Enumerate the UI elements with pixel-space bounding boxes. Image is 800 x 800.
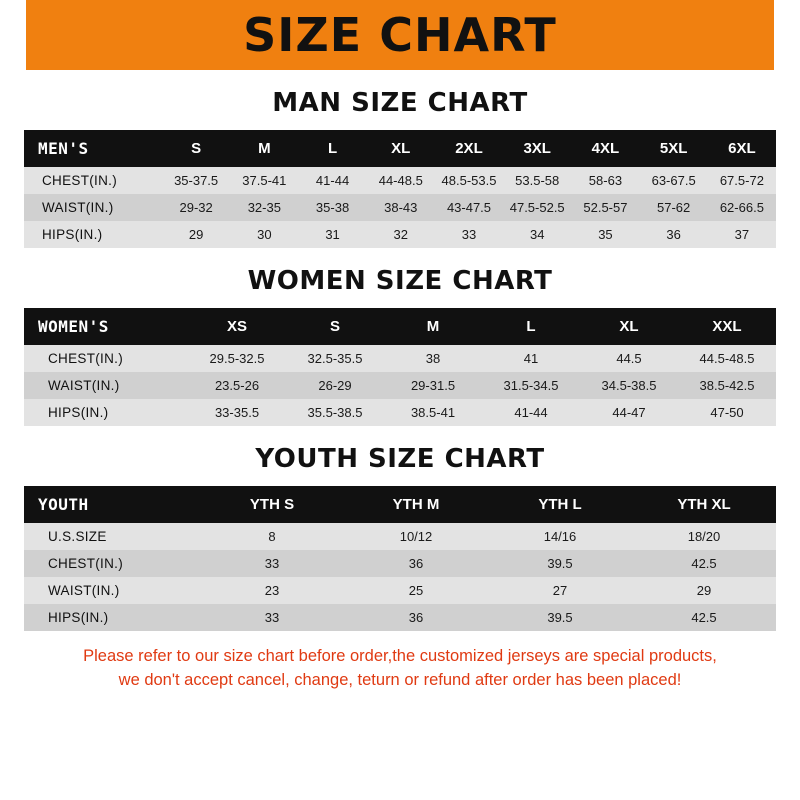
man-col-3: XL — [367, 130, 435, 167]
man-r2-c2: 31 — [298, 221, 366, 248]
youth-r1-c3: 42.5 — [632, 550, 776, 577]
women-section-title: WOMEN SIZE CHART — [247, 266, 553, 296]
youth-r3-c1: 36 — [344, 604, 488, 631]
table-header-row — [24, 486, 776, 523]
women-r1-c1: 26-29 — [286, 372, 384, 399]
women-header-label: WOMEN'S — [24, 308, 188, 345]
man-r2-c8: 37 — [708, 221, 776, 248]
youth-size-table — [24, 486, 776, 631]
man-r0-c0: 35-37.5 — [162, 167, 230, 194]
youth-header-label: YOUTH — [24, 486, 200, 523]
table-header-row — [24, 130, 776, 167]
man-r0-c1: 37.5-41 — [230, 167, 298, 194]
table-row — [24, 194, 776, 221]
youth-r0-c0: 8 — [200, 523, 344, 550]
man-col-6: 4XL — [571, 130, 639, 167]
women-r0-c3: 41 — [482, 345, 580, 372]
women-r1-c0: 23.5-26 — [188, 372, 286, 399]
man-r1-c5: 47.5-52.5 — [503, 194, 571, 221]
man-r1-c0: 29-32 — [162, 194, 230, 221]
man-header-label: MEN'S — [24, 130, 162, 167]
footer-line-1: Please refer to our size chart before order,the customized jerseys are special products, — [83, 647, 717, 665]
man-col-1: M — [230, 130, 298, 167]
man-col-5: 3XL — [503, 130, 571, 167]
youth-row-3-label: HIPS(IN.) — [24, 604, 200, 631]
women-row-2-label: HIPS(IN.) — [24, 399, 188, 426]
man-col-7: 5XL — [640, 130, 708, 167]
man-r1-c8: 62-66.5 — [708, 194, 776, 221]
women-col-0: XS — [188, 308, 286, 345]
man-r0-c8: 67.5-72 — [708, 167, 776, 194]
man-size-table — [24, 130, 776, 248]
footer-disclaimer — [24, 645, 776, 693]
youth-r2-c0: 23 — [200, 577, 344, 604]
man-r1-c1: 32-35 — [230, 194, 298, 221]
women-r2-c1: 35.5-38.5 — [286, 399, 384, 426]
women-r2-c2: 38.5-41 — [384, 399, 482, 426]
youth-r3-c2: 39.5 — [488, 604, 632, 631]
table-row — [24, 345, 776, 372]
man-section-title: MAN SIZE CHART — [272, 88, 528, 118]
table-row — [24, 604, 776, 631]
man-r0-c7: 63-67.5 — [640, 167, 708, 194]
youth-col-0: YTH S — [200, 486, 344, 523]
header-right-spacer — [774, 0, 800, 70]
table-row — [24, 523, 776, 550]
man-r0-c4: 48.5-53.5 — [435, 167, 503, 194]
women-r1-c2: 29-31.5 — [384, 372, 482, 399]
women-r2-c5: 47-50 — [678, 399, 776, 426]
man-r2-c0: 29 — [162, 221, 230, 248]
women-r2-c0: 33-35.5 — [188, 399, 286, 426]
women-r2-c3: 41-44 — [482, 399, 580, 426]
header-left-spacer — [0, 0, 26, 70]
youth-r1-c2: 39.5 — [488, 550, 632, 577]
women-r0-c0: 29.5-32.5 — [188, 345, 286, 372]
man-r0-c3: 44-48.5 — [367, 167, 435, 194]
youth-r3-c3: 42.5 — [632, 604, 776, 631]
man-r2-c1: 30 — [230, 221, 298, 248]
women-r1-c5: 38.5-42.5 — [678, 372, 776, 399]
man-row-1-label: WAIST(IN.) — [24, 194, 162, 221]
youth-size-section — [0, 444, 800, 631]
women-col-1: S — [286, 308, 384, 345]
man-r1-c2: 35-38 — [298, 194, 366, 221]
table-row — [24, 221, 776, 248]
man-r2-c3: 32 — [367, 221, 435, 248]
man-col-2: L — [298, 130, 366, 167]
youth-r2-c2: 27 — [488, 577, 632, 604]
youth-r3-c0: 33 — [200, 604, 344, 631]
youth-row-1-label: CHEST(IN.) — [24, 550, 200, 577]
table-row — [24, 167, 776, 194]
table-header-row — [24, 308, 776, 345]
man-r2-c4: 33 — [435, 221, 503, 248]
header-banner — [0, 0, 800, 70]
man-size-section — [0, 88, 800, 248]
women-r1-c4: 34.5-38.5 — [580, 372, 678, 399]
man-row-0-label: CHEST(IN.) — [24, 167, 162, 194]
man-row-2-label: HIPS(IN.) — [24, 221, 162, 248]
table-row — [24, 399, 776, 426]
man-r2-c6: 35 — [571, 221, 639, 248]
women-size-table — [24, 308, 776, 426]
youth-r0-c1: 10/12 — [344, 523, 488, 550]
table-row — [24, 372, 776, 399]
women-r0-c5: 44.5-48.5 — [678, 345, 776, 372]
man-r0-c6: 58-63 — [571, 167, 639, 194]
women-r0-c1: 32.5-35.5 — [286, 345, 384, 372]
youth-r0-c2: 14/16 — [488, 523, 632, 550]
women-col-4: XL — [580, 308, 678, 345]
page-title: SIZE CHART — [243, 8, 557, 62]
footer-line-2: we don't accept cancel, change, teturn or refund after order has been placed! — [118, 670, 682, 689]
youth-r1-c1: 36 — [344, 550, 488, 577]
youth-r0-c3: 18/20 — [632, 523, 776, 550]
youth-row-0-label: U.S.SIZE — [24, 523, 200, 550]
man-r1-c4: 43-47.5 — [435, 194, 503, 221]
youth-r2-c1: 25 — [344, 577, 488, 604]
youth-col-1: YTH M — [344, 486, 488, 523]
man-r0-c5: 53.5-58 — [503, 167, 571, 194]
youth-row-2-label: WAIST(IN.) — [24, 577, 200, 604]
table-row — [24, 577, 776, 604]
women-row-0-label: CHEST(IN.) — [24, 345, 188, 372]
women-r0-c4: 44.5 — [580, 345, 678, 372]
man-r1-c7: 57-62 — [640, 194, 708, 221]
women-col-5: XXL — [678, 308, 776, 345]
women-row-1-label: WAIST(IN.) — [24, 372, 188, 399]
man-r0-c2: 41-44 — [298, 167, 366, 194]
youth-r1-c0: 33 — [200, 550, 344, 577]
man-r2-c7: 36 — [640, 221, 708, 248]
women-size-section — [0, 266, 800, 426]
women-col-2: M — [384, 308, 482, 345]
man-col-4: 2XL — [435, 130, 503, 167]
youth-section-title: YOUTH SIZE CHART — [255, 444, 545, 474]
table-row — [24, 550, 776, 577]
youth-col-2: YTH L — [488, 486, 632, 523]
man-r1-c3: 38-43 — [367, 194, 435, 221]
youth-r2-c3: 29 — [632, 577, 776, 604]
youth-col-3: YTH XL — [632, 486, 776, 523]
women-r0-c2: 38 — [384, 345, 482, 372]
women-r1-c3: 31.5-34.5 — [482, 372, 580, 399]
man-r1-c6: 52.5-57 — [571, 194, 639, 221]
man-col-0: S — [162, 130, 230, 167]
man-r2-c5: 34 — [503, 221, 571, 248]
man-col-8: 6XL — [708, 130, 776, 167]
women-col-3: L — [482, 308, 580, 345]
women-r2-c4: 44-47 — [580, 399, 678, 426]
